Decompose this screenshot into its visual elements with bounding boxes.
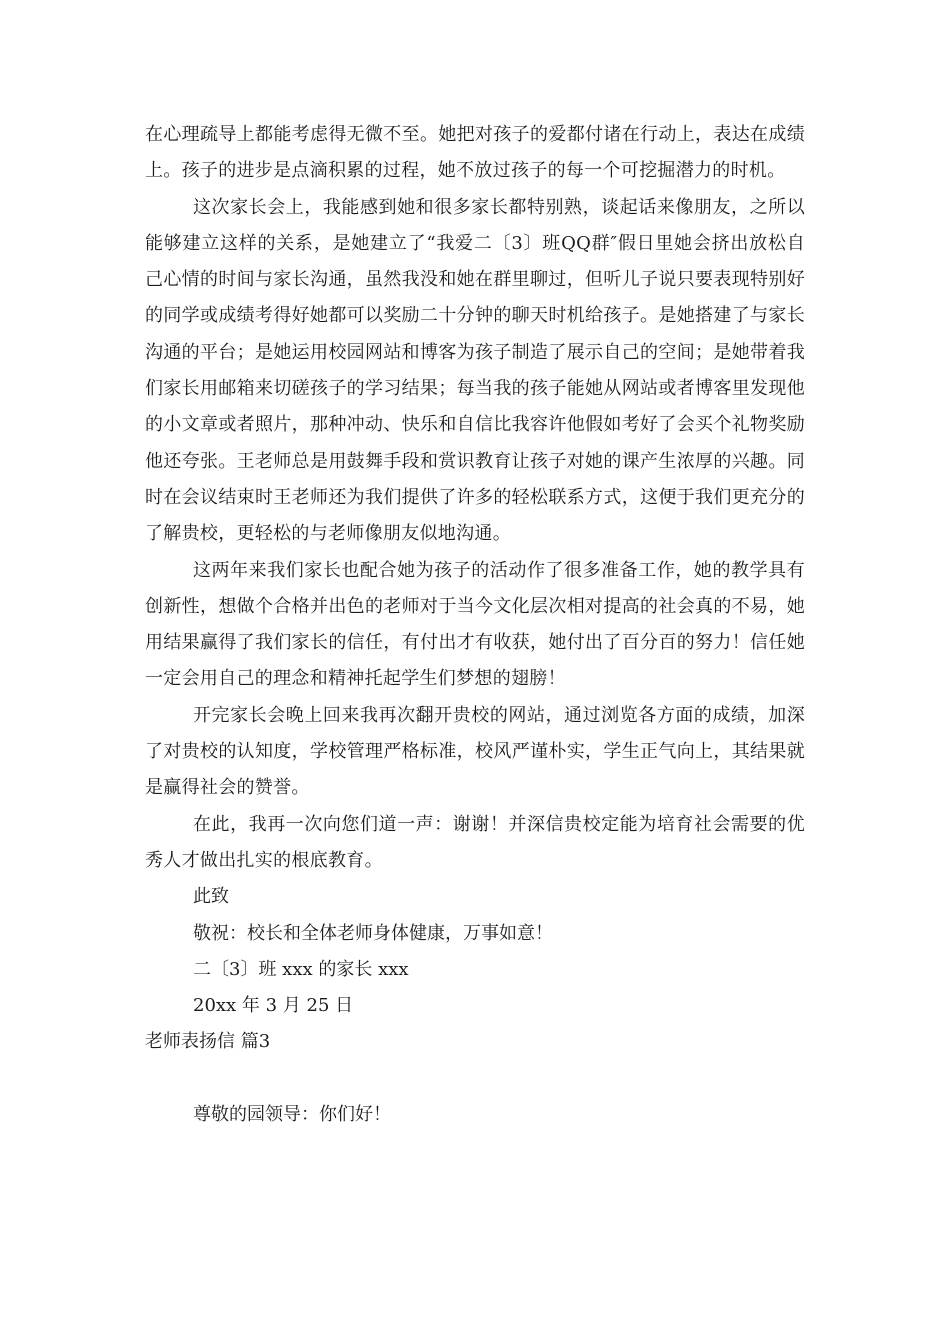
paragraph-1: 在心理疏导上都能考虑得无微不至。她把对孩子的爱都付诸在行动上，表达在成绩上。孩子的进步是点滴积累的过程，她不放过孩子的每一个可挖掘潜力的时机。: [145, 124, 805, 182]
spacer: [145, 1061, 805, 1097]
section-title: 老师表扬信 篇3: [145, 1031, 271, 1053]
paragraph-2: 这次家长会上，我能感到她和很多家长都特别熟，谈起话来像朋友，之所以能够建立这样的关系，是她建立了“我爱二〔3〕班QQ群″假日里她会挤出放松自己心情的时间与家长沟通，虽然我没和她在群里聊过，但听儿子说只要表现特别好的同学或成绩考得好她都可以奖励二十分钟的聊天时机给孩子。是她搭建了与家长沟通的平台；是她运用校园网站和博客为孩子制造了展示自己的空间；是她带着我们家长用邮箱来切磋孩子的学习结果；每当我的孩子能她从网站或者博客里发现他的小文章或者照片，那种冲动、快乐和自信比我容许他假如考好了会买个礼物奖励他还夸张。王老师总是用鼓舞手段和赏识教育让孩子对她的课产生浓厚的兴趣。同时在会议结束时王老师还为我们提供了许多的轻松联系方式，这便于我们更充分的了解贵校，更轻松的与老师像朋友似地沟通。: [145, 196, 805, 545]
paragraph-4: 开完家长会晚上回来我再次翻开贵校的网站，通过浏览各方面的成绩，加深了对贵校的认知度，学校管理严格标准，校风严谨朴实，学生正气向上，其结果就是赢得社会的赞誉。: [145, 704, 805, 799]
closing-wishes: 敬祝：校长和全体老师身体健康，万事如意！: [193, 922, 553, 944]
closing-salutation: 此致: [193, 886, 229, 908]
letter-date: 20xx 年 3 月 25 日: [193, 995, 354, 1017]
paragraph-5: 在此，我再一次向您们道一声：谢谢！并深信贵校定能为培育社会需要的优秀人才做出扎实的根底教育。: [145, 813, 805, 871]
paragraph-3: 这两年来我们家长也配合她为孩子的活动作了很多准备工作，她的教学具有创新性，想做个合格并出色的老师对于当今文化层次相对提高的社会真的不易，她用结果赢得了我们家长的信任，有付出才有收获，她付出了百分百的努力！信任她一定会用自己的理念和精神托起学生们梦想的翅膀！: [145, 559, 805, 690]
signature: 二〔3〕班 xxx 的家长 xxx: [193, 958, 409, 980]
document-page: [145, 117, 805, 1133]
greeting: 尊敬的园领导：你们好！: [193, 1103, 391, 1125]
